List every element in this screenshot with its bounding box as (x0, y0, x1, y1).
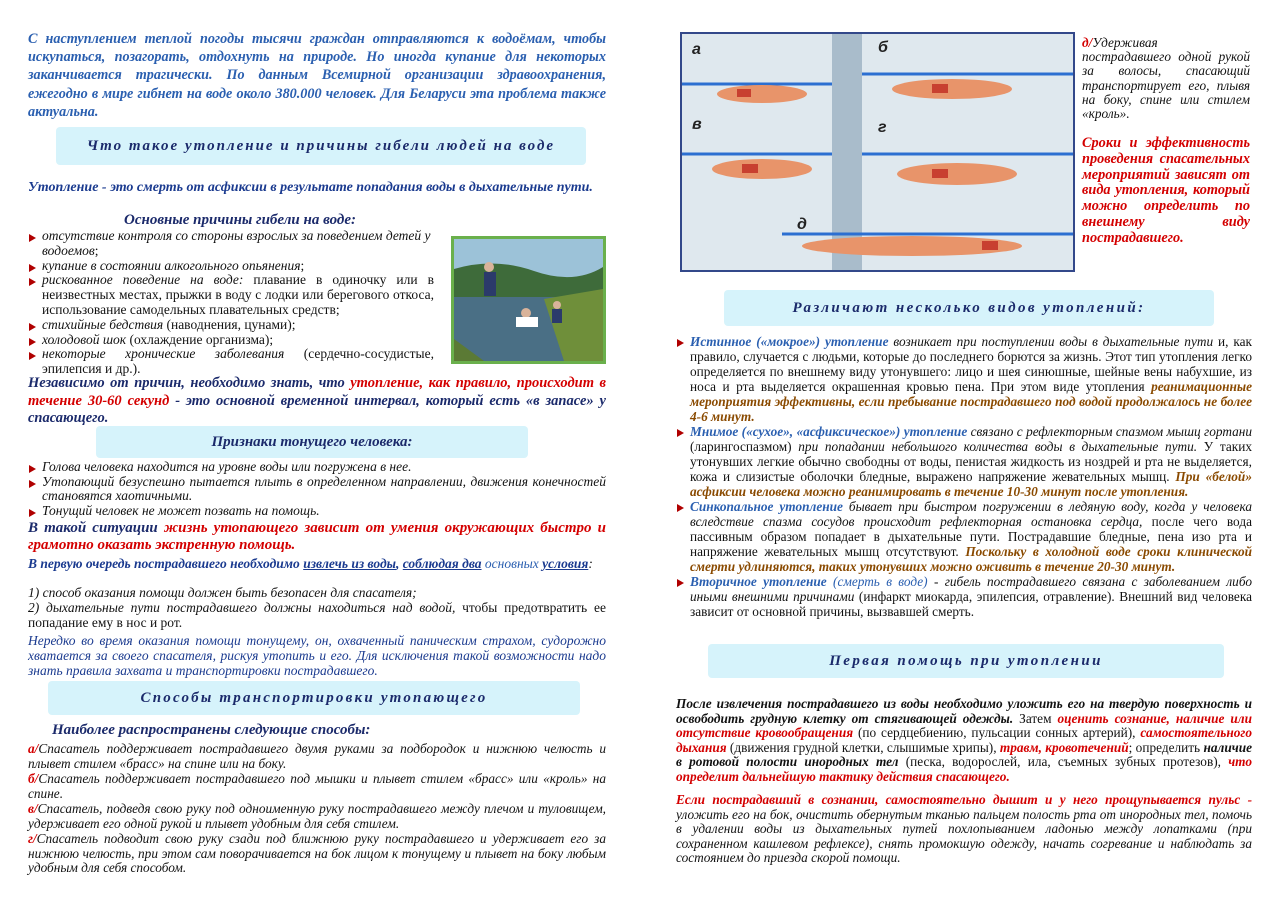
sign-item: Тонущий человек не может позвать на помощь. (28, 504, 606, 519)
first-aid-paragraph: После извлечения пострадавшего из воды необходимо уложить его на твердую поверхность и освободить грудную клетку от стягивающей одежды. Затем оценить сознание, наличие или отсутствие кровообращения (по сердцебиению, пульсации сонных артерий), самостоятельного дыхания (движения грудной клетки, слышимые хрипы), травм, кровотечений; определить наличие в ротовой полости инородных тел (песка, водорослей, ила, съемных зубных протезов), что определит дальнейшую тактику действия спасающего. (676, 696, 1252, 784)
types-list (676, 334, 1252, 619)
cause-item: холодовой шок (охлаждение организма); (28, 333, 434, 348)
banner-types (724, 290, 1214, 326)
methods-list (28, 742, 606, 876)
banner-what-is-drowning-text: Что такое утопление и причины гибели людей на воде (86, 138, 556, 154)
cause-item: стихийные бедствия (наводнения, цунами); (28, 318, 434, 333)
banner-transport (48, 681, 580, 715)
sign-item: Утопающий безуспешно пытается плыть в определенном направлении, движения конечностей становятся хаотичными. (28, 475, 606, 504)
first-step-paragraph: В первую очередь пострадавшего необходимо извлечь из воды, соблюдая два основных условия: (28, 556, 593, 571)
illustration-label-b: б (878, 39, 888, 56)
banner-what-is-drowning (56, 127, 586, 165)
condition-1: 1) способ оказания помощи должен быть безопасен для спасателя; (28, 585, 417, 600)
method-c: в/Спасатель, подведя свою руку под одноименную руку пострадавшего между плечом и туловищем, удерживает его одной рукой и плывет удобным для себя стилем. (28, 801, 606, 831)
cause-item: некоторые хронические заболевания (сердечно-сосудистые, эпилепсия и др.). (28, 347, 434, 377)
method-b: б/Спасатель поддерживает пострадавшего под мышки и плывет стилем «брасс» или «кроль» на спине. (28, 771, 606, 801)
illustration-label-d: г (878, 119, 887, 136)
type-syncopal: Синкопальное утопление бывает при быстром погружении в ледяную воду, когда у человека вследствие спазма сосудов происходит рефлекторная остановка сердца, после чего вода пассивным образом попадает в дыхательные пути. Пострадавшие бледные, пена изо рта и напряжение жевательных мышц отсутствуют. Поскольку в холодной воде сроки клинической смерти удлиняются, таких утонувших можно оживить в течение 20-30 минут. (676, 499, 1252, 574)
drowning-definition: Утопление - это смерть от асфиксии в результате попадания воды в дыхательные пути. (28, 180, 593, 195)
situation-paragraph: В такой ситуации жизнь утопающего зависит от умения окружающих быстро и грамотно оказать экстренную помощь. (28, 520, 606, 553)
causes-title: Основные причины гибели на воде: (124, 212, 356, 228)
cause-item: рискованное поведение на воде: плавание в одиночку или в неизвестных местах, прыжки в воду с лодки или берегового откоса, использование самодельных плавательных средств; (28, 273, 434, 317)
method-e: д/Удерживая пострадавшего одной рукой за волосы, спасающий транспортирует его, плывя на боку, спине или стилем «кроль». (1082, 35, 1250, 122)
illustration-label-c: в (692, 116, 702, 133)
banner-types-text: Различают несколько видов утоплений: (792, 300, 1146, 316)
causes-list (28, 229, 434, 377)
banner-first-aid-text: Первая помощь при утоплении (829, 653, 1103, 669)
conscious-victim-paragraph: Если пострадавший в сознании, самостоятельно дышит и у него прощупывается пульс - уложить его на бок, очистить обернутым тканью пальцем полость рта от инородных тел, помочь в удалении воды из дыхательных путей похлопыванием ладонью между лопатками (при сохраненном кашлевом рефлексе), снять промокшую одежду, начать согревание и наблюдать за состоянием до приезда скорой помощи. (676, 792, 1252, 866)
time-interval-paragraph: Независимо от причин, необходимо знать, что утопление, как правило, происходит в течение 30-60 секунд - это основной временной интервал, который есть «в запасе» у спасающего. (28, 375, 606, 426)
illustration-label-a: а (692, 41, 701, 58)
type-wet: Истинное («мокрое») утопление возникает при поступлении воды в дыхательные пути и, как правило, случается с людьми, которые до последнего борются за жизнь. Этот тип утопления легко определяется по внешнему виду утонувшего: лицо и шея синюшные, шейные вены набухшие, из носа и рта выделяется окрашенная кровью пена. При этом виде утопления реанимационные мероприятия эффективны, если пребывание пострадавшего под водой продолжалось не более 4-6 минут. (676, 334, 1252, 424)
type-dry: Мнимое («сухое», «асфиксическое») утопление связано с рефлекторным спазмом мышц гортани (ларингоспазмом) при попадании небольшого количества воды в дыхательные пути. У таких утонувших легкие обычно свободны от воды, пенистая жидкость из ноздрей и рта не выделяется, кожа и слизистые оболочки бледные, выражено напряжение жевательных мышц. При «белой» асфиксии человека можно реанимировать в течение 10-30 минут после утопления. (676, 424, 1252, 499)
illustration-label-e: д (797, 216, 807, 233)
river-rescue-photo (451, 236, 606, 364)
cause-item: отсутствие контроля со стороны взрослых за поведением детей у водоемов; (28, 229, 434, 259)
signs-list (28, 460, 606, 518)
condition-2: 2) дыхательные пути пострадавшего должны находиться над водой, чтобы предотвратить ее попадание ему в нос и рот. (28, 600, 606, 630)
method-d: г/Спасатель подводит свою руку сзади под ближнюю руку пострадавшего и удерживает его за нижнюю челюсть, при этом сам поворачивается на бок лицом к тонущему и плывет на боку любым удобным для себя способом. (28, 831, 606, 875)
banner-first-aid (708, 644, 1224, 678)
sign-item: Голова человека находится на уровне воды или погружена в нее. (28, 460, 606, 475)
panic-paragraph: Нередко во время оказания помощи тонущему, он, охваченный паническим страхом, судорожно хватается за своего спасателя, рискуя утопить и его. Для исключения такой возможности надо знать правила захвата и транспортировки пострадавшего. (28, 633, 606, 678)
method-a: а/Спасатель поддерживает пострадавшего двумя руками за подбородок и нижнюю челюсть и плывет стилем «брасс» на спине или на боку. (28, 741, 606, 771)
cause-item: купание в состоянии алкогольного опьянения; (28, 259, 434, 274)
banner-signs (96, 426, 528, 458)
intro-paragraph: С наступлением теплой погоды тысячи граждан отправляются к водоёмам, чтобы искупаться, позагорать, отдохнуть на природе. Но иногда купание для некоторых заканчивается трагически. По данным Всемирной организации здравоохранения, ежегодно в мире гибнет на воде около 380.000 человек. Для Беларуси эта проблема также актуальна. (28, 31, 606, 120)
methods-title: Наиболее распространены следующие способы: (52, 722, 371, 738)
banner-transport-text: Способы транспортировки утопающего (140, 690, 488, 706)
transport-methods-illustration (680, 32, 1075, 272)
type-secondary: Вторичное утопление (смерть в воде) - гибель пострадавшего связана с заболеванием либо иными внешними причинами (инфаркт миокарда, эпилепсия, отравление). Внешний вид человека зависит от основной причины, вызвавшей смерть. (676, 574, 1252, 619)
banner-signs-text: Признаки тонущего человека: (211, 434, 413, 450)
terms-paragraph: Сроки и эффективность проведения спасательных мероприятий зависят от вида утопления, который можно определить по внешнему виду пострадавшего. (1082, 135, 1250, 246)
